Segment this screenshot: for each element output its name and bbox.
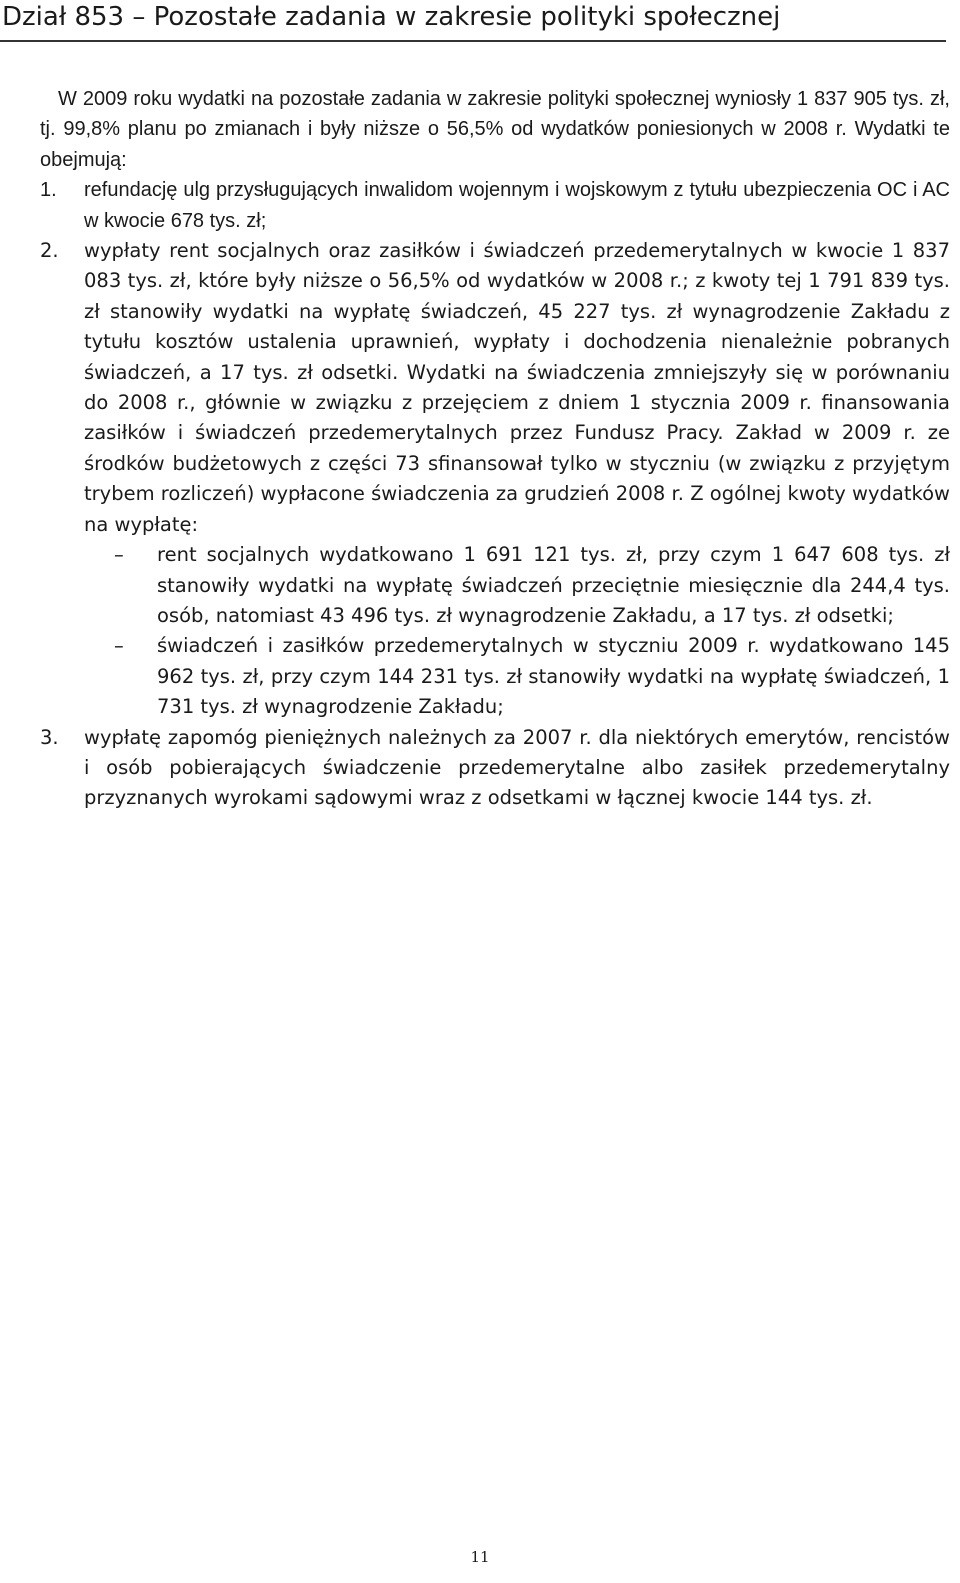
page-number: 11 <box>470 1548 490 1566</box>
intro-paragraph: W 2009 roku wydatki na pozostałe zadania w zakresie polityki społecznej wyniosły 1 837 905 tys. zł, tj. 99,8% planu po zmianach i były niższe o 56,5% od wydatków poniesionych w 2008 r. Wydatki te obejmują: <box>40 88 950 171</box>
dash-bullet: – <box>114 634 124 658</box>
list-item-3 <box>40 723 950 814</box>
list-item-text: refundację ulg przysługujących inwalidom wojennym i wojskowym z tytułu ubezpieczenia OC i AC w kwocie 678 tys. zł; <box>84 179 950 232</box>
dash-list-item-text: świadczeń i zasiłków przedemerytalnych w styczniu 2009 r. wydatkowano 145 962 tys. zł, przy czym 144 231 tys. zł stanowiły wydatki na wypłatę świadczeń, 1 731 tys. zł wynagrodzenie Zakładu; <box>157 634 950 719</box>
dash-bullet: – <box>114 543 124 567</box>
list-item-1 <box>40 175 950 236</box>
list-item-text: wypłatę zapomóg pieniężnych należnych za 2007 r. dla niektórych emerytów, rencistów i osób pobierających świadczenie przedemerytalne albo zasiłek przedemerytalny przyznanych wyrokami sądowymi wraz z odsetkami w łącznej kwocie 144 tys. zł. <box>84 725 950 810</box>
dash-list-item-rent <box>84 540 950 631</box>
list-item-text: wypłaty rent socjalnych oraz zasiłków i świadczeń przedemerytalnych w kwocie 1 837 083 tys. zł, które były niższe o 56,5% od wydatków w 2008 r.; z kwoty tej 1 791 839 tys. zł stanowiły wydatki na wypłatę świadczeń, 45 227 tys. zł wynagrodzenie Zakładu z tytułu kosztów ustalenia uprawnień, wypłaty i dochodzenia nienależnie pobranych świadczeń, a 17 tys. zł odsetki. Wydatki na świadczenia zmniejszyły się w porównaniu do 2008 r., głównie w związku z przejęciem z dniem 1 stycznia 2009 r. finansowania zasiłków i świadczeń przedemerytalnych przez Fundusz Pracy. Zakład w 2009 r. ze środków budżetowych z części 73 sfinansował tylko w styczniu (w związku z przyjętym trybem rozliczeń) wypłacone świadczenia za grudzień 2008 r. Z ogólnej kwoty wydatków na wypłatę: <box>84 239 950 536</box>
list-item-number: 1. <box>40 179 57 202</box>
dash-list-item-swiadczenia <box>84 631 950 722</box>
list-item-number: 2. <box>40 239 59 263</box>
dash-list-item-text: rent socjalnych wydatkowano 1 691 121 tys. zł, przy czym 1 647 608 tys. zł stanowiły wydatki na wypłatę świadczeń przeciętnie miesięcznie dla 244,4 tys. osób, natomiast 43 496 tys. zł wynagrodzenie Zakładu, a 17 tys. zł odsetki; <box>157 543 950 627</box>
document-body <box>40 84 950 814</box>
dash-list <box>84 540 950 722</box>
list-item-number: 3. <box>40 725 59 749</box>
list-item-2 <box>40 236 950 723</box>
section-heading: Dział 853 – Pozostałe zadania w zakresie polityki społecznej <box>0 0 946 42</box>
